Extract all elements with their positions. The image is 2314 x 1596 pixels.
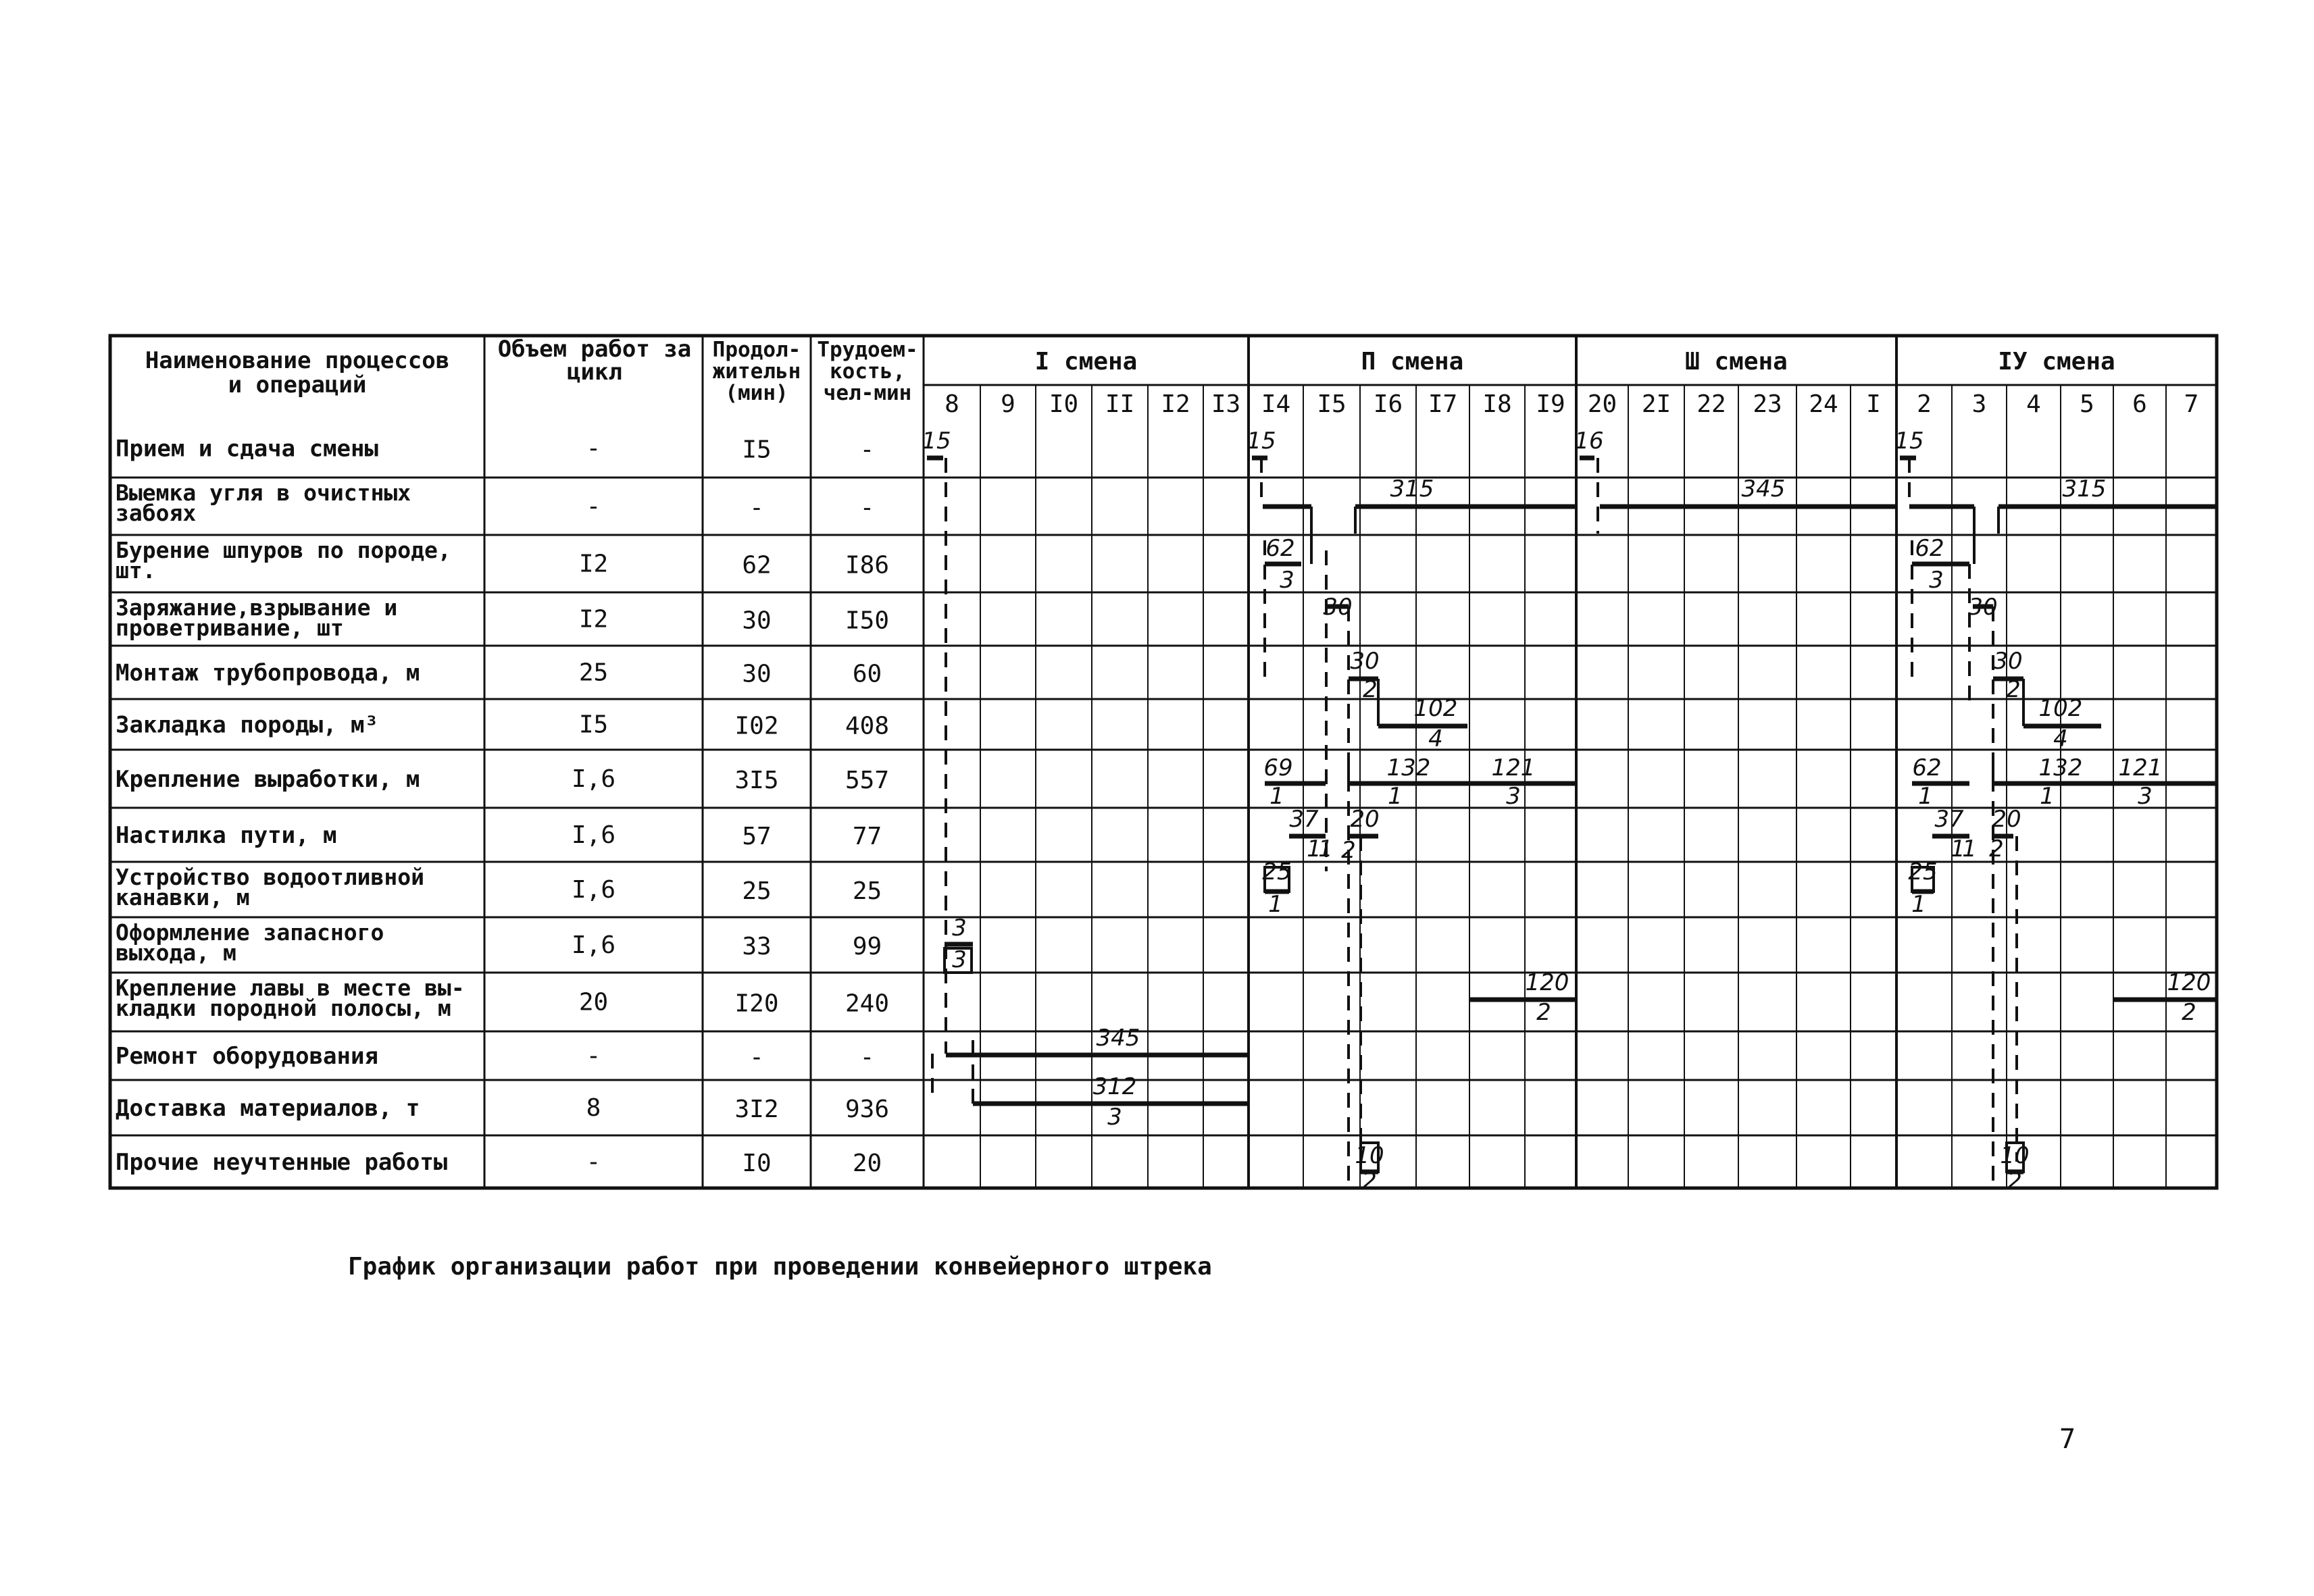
row-name: Крепление выработки, м: [116, 766, 420, 793]
table-grid: [110, 336, 2217, 1188]
bar-label: 121: [1491, 754, 1536, 781]
hour-label: 2I: [1641, 390, 1671, 418]
bar-label: 20: [1992, 806, 2021, 833]
row-name: кладки породной полосы, м: [116, 995, 451, 1021]
shift-label: Ш смена: [1685, 348, 1788, 376]
handover-label: 15: [1247, 428, 1276, 455]
bar-label: 10: [2000, 1142, 2030, 1169]
row-duration: I02: [734, 712, 779, 740]
bar-label: 2: [1363, 676, 1378, 703]
row-duration: 3I5: [734, 767, 779, 794]
row-labor: 77: [852, 823, 882, 850]
hour-label: I5: [1317, 390, 1347, 418]
bar-label: 25: [1262, 858, 1292, 885]
row-labor: I50: [845, 607, 890, 635]
bar-label: 1: [2040, 783, 2055, 810]
page-number: 7: [2059, 1424, 2076, 1455]
header-name: и операций: [228, 371, 367, 398]
bar-label: 37: [1934, 806, 1964, 833]
bar-label: 2: [1989, 835, 2004, 863]
bar-label: 3: [1107, 1104, 1122, 1131]
row-name: Закладка породы, м³: [116, 711, 378, 739]
header-labor: чел-мин: [823, 381, 912, 405]
row-volume: -: [586, 1148, 601, 1176]
row-labor: 20: [852, 1150, 882, 1177]
bar-label: 120: [1525, 969, 1569, 996]
bar-label: 1: [1962, 835, 1977, 863]
row-volume: 20: [578, 988, 609, 1016]
bar-label: 1: [1951, 835, 1965, 863]
hour-label: 22: [1696, 390, 1726, 418]
hour-label: 24: [1809, 390, 1838, 418]
row-labor: -: [859, 494, 875, 522]
handover-label: 16: [1574, 428, 1604, 455]
header-labor: кость,: [830, 359, 905, 384]
row-volume: I2: [578, 605, 609, 634]
row-name: Бурение шпуров по породе,: [116, 537, 451, 563]
extraction-label: 345: [1741, 475, 1786, 503]
header-volume: цикл: [567, 359, 622, 386]
hour-label: I0: [1049, 390, 1079, 418]
bar-label: 102: [2038, 695, 2083, 722]
row-name: Прием и сдача смены: [116, 435, 378, 463]
bar-label: 345: [1096, 1025, 1140, 1052]
hour-label: I3: [1211, 390, 1241, 418]
bar-label: 25: [1908, 858, 1938, 885]
row-name: Заряжание,взрывание и: [116, 594, 398, 621]
bar-label: 2: [2006, 676, 2021, 703]
bar-label: 1: [1388, 783, 1403, 810]
row-name: Прочие неучтенные работы: [116, 1149, 448, 1176]
bar-label: 2: [1362, 1168, 1377, 1195]
hour-label: 6: [2132, 390, 2147, 418]
hour-label: 2: [1917, 390, 1932, 418]
row-duration: 33: [742, 933, 772, 960]
hour-label: I7: [1428, 390, 1458, 418]
bar-label: 1: [1918, 783, 1933, 810]
hour-label: II: [1105, 390, 1135, 418]
handover-label: 15: [922, 428, 951, 455]
bar-label: 20: [1350, 806, 1380, 833]
row-duration: 57: [742, 823, 772, 850]
bar-label: 121: [2118, 754, 2163, 781]
row-volume: 25: [578, 659, 609, 687]
hour-label: 20: [1587, 390, 1617, 418]
hour-label: I2: [1161, 390, 1190, 418]
shift-label: I смена: [1034, 348, 1138, 376]
bar-label: 102: [1413, 695, 1458, 722]
hour-label: I6: [1373, 390, 1403, 418]
bar-label: 1: [1318, 835, 1333, 863]
row-duration: -: [749, 494, 764, 522]
header-duration: Продол-: [712, 338, 801, 362]
bar-label: 3: [952, 946, 967, 973]
row-name: забоях: [116, 500, 197, 526]
bar-label: 1: [1268, 891, 1283, 918]
hour-label: I9: [1536, 390, 1565, 418]
bar-label: 3: [1280, 567, 1294, 594]
row-duration: -: [749, 1044, 764, 1071]
bar-label: 3: [1506, 783, 1521, 810]
bar-label: 10: [1355, 1142, 1384, 1169]
row-duration: 25: [742, 877, 772, 905]
row-volume: -: [586, 492, 601, 521]
row-labor: 99: [852, 933, 882, 960]
row-volume: 8: [586, 1094, 601, 1122]
table-frame: [110, 336, 2217, 1188]
hour-label: 8: [945, 390, 959, 418]
row-name: Устройство водоотливной: [116, 864, 424, 890]
row-name: Крепление лавы в месте вы-: [116, 975, 465, 1001]
row-volume: I,6: [571, 931, 616, 959]
bar-label: 30: [1350, 648, 1380, 675]
handover-label: 15: [1894, 428, 1924, 455]
hour-label: 7: [2184, 390, 2199, 418]
row-duration: I5: [742, 436, 772, 464]
row-name: проветривание, шт: [116, 615, 344, 641]
shift-label: IУ смена: [1998, 348, 2115, 376]
row-name: шт.: [116, 557, 156, 584]
row-labor: 408: [845, 712, 890, 740]
bar-label: 4: [1428, 725, 1443, 752]
row-name: Выемка угля в очистных: [116, 480, 411, 506]
row-name: канавки, м: [116, 884, 250, 910]
header-labor: Трудоем-: [817, 338, 918, 362]
hour-label: I4: [1261, 390, 1291, 418]
hour-label: 5: [2080, 390, 2094, 418]
bar-label: 4: [2053, 725, 2068, 752]
row-duration: 30: [742, 607, 772, 635]
row-name: выхода, м: [116, 939, 236, 966]
header-volume: Объем работ за: [497, 336, 692, 363]
bar-label: 69: [1263, 754, 1293, 781]
bar-label: 30: [1323, 594, 1353, 621]
bar-label: 312: [1092, 1073, 1137, 1100]
row-duration: 30: [742, 660, 772, 688]
extraction-label: 315: [1390, 475, 1434, 503]
row-duration: 3I2: [734, 1096, 779, 1123]
row-labor: I86: [845, 551, 890, 580]
row-volume: -: [586, 1042, 601, 1070]
hour-label: 3: [1971, 390, 1987, 418]
header-duration: (мин): [725, 381, 788, 405]
bar-label: 2: [2182, 999, 2196, 1026]
row-volume: I,6: [571, 765, 616, 793]
bar-label: 30: [1993, 648, 2023, 675]
bar-label: 62: [1265, 535, 1295, 562]
hour-label: 9: [1001, 390, 1015, 418]
row-labor: -: [859, 436, 875, 464]
row-labor: 60: [852, 660, 882, 688]
row-labor: 240: [845, 989, 890, 1018]
row-name: Настилка пути, м: [116, 822, 337, 849]
bar-label: 2: [1536, 999, 1551, 1026]
row-volume: I5: [578, 711, 609, 739]
bar-label: 3: [952, 915, 967, 942]
bar-label: 62: [1915, 535, 1944, 562]
row-duration: I0: [742, 1150, 772, 1177]
row-labor: 25: [852, 877, 882, 905]
bar-label: 62: [1912, 754, 1942, 781]
row-volume: -: [586, 434, 601, 463]
header-name: Наименование процессов: [145, 347, 450, 374]
hour-label: I: [1866, 390, 1881, 418]
bar-label: 2: [2007, 1168, 2022, 1195]
table-header: [145, 336, 2199, 418]
row-labor: 936: [845, 1096, 890, 1123]
shift-label: П смена: [1361, 348, 1464, 376]
row-duration: I20: [734, 989, 779, 1018]
bar-label: 1: [1911, 891, 1926, 918]
row-volume: I,6: [571, 821, 616, 849]
row-duration: 62: [742, 551, 772, 580]
bar-label: 2: [1341, 837, 1356, 864]
bar-label: 37: [1289, 806, 1319, 833]
hour-label: I8: [1482, 390, 1512, 418]
hour-label: 4: [2026, 390, 2041, 418]
row-volume: I2: [578, 550, 609, 578]
row-name: Доставка материалов, т: [116, 1095, 420, 1122]
bar-label: 3: [2138, 783, 2153, 810]
bar-label: 132: [1386, 754, 1431, 781]
bar-label: 30: [1968, 594, 1998, 621]
bar-label: 3: [1929, 567, 1944, 594]
extraction-label: 315: [2062, 475, 2107, 503]
row-name: Оформление запасного: [116, 919, 384, 946]
hour-label: 23: [1753, 390, 1782, 418]
bar-label: 132: [2038, 754, 2083, 781]
row-labor: 557: [845, 767, 890, 794]
bar-label: 1: [1307, 835, 1322, 863]
figure-caption: График организации работ при проведении конвейерного штрека: [348, 1253, 1212, 1281]
bar-label: 1: [1269, 783, 1284, 810]
row-labor: -: [859, 1044, 875, 1071]
row-name: Ремонт оборудования: [116, 1043, 378, 1070]
bar-label: 120: [2167, 969, 2211, 996]
row-volume: I,6: [571, 876, 616, 904]
header-duration: жительн: [712, 359, 801, 384]
row-name: Монтаж трубопровода, м: [116, 659, 420, 687]
table-rows: [116, 435, 889, 1178]
